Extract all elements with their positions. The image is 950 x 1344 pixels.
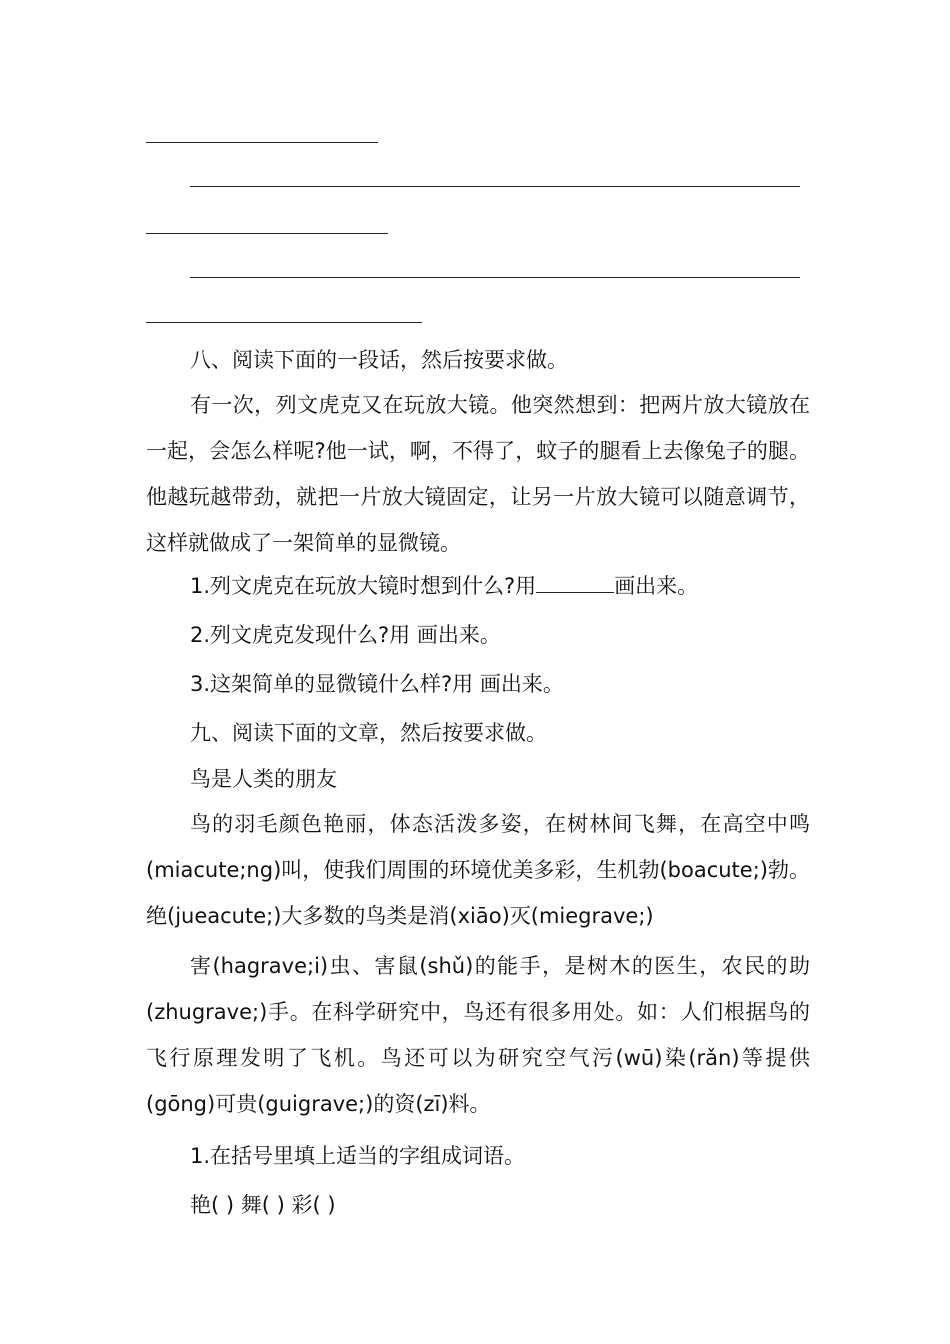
word-fill-in[interactable]: 艳( ) 舞( ) 彩( ): [190, 1193, 336, 1217]
answer-blank[interactable]: [536, 574, 614, 593]
article-title: 鸟是人类的朋友: [190, 767, 337, 791]
section-heading: 九、阅读下面的文章，然后按要求做。: [190, 721, 547, 745]
section-heading: 八、阅读下面的一段话，然后按要求做。: [190, 348, 568, 372]
answer-line[interactable]: [146, 233, 388, 234]
answer-line[interactable]: [146, 322, 422, 323]
article-paragraph: 鸟的羽毛颜色艳丽，体态活泼多姿，在树林间飞舞，在高空中鸣(miacute;ng)叫，使我们周围的环境优美多彩，生机勃(boacute;)勃。绝(jueacute;)大多数的鸟类是消(xiāo)灭(miegrave;): [146, 812, 810, 928]
article-paragraph: 害(hagrave;i)虫、害鼠(shǔ)的能手，是树木的医生，农民的助(zhugrave;)手。在科学研究中，鸟还有很多用处。如：人们根据鸟的飞行原理发明了飞机。鸟还可以为研究空气污(wū)染(rǎn)等提供(gōng)可贵(guigrave;)的资(zī)料。: [146, 954, 810, 1116]
answer-line[interactable]: [190, 186, 800, 187]
question-2: 2.列文虎克发现什么?用 画出来。: [190, 623, 501, 647]
question-1: [190, 563, 810, 609]
question-1: 1.在括号里填上适当的字组成词语。: [190, 1144, 526, 1168]
reading-passage: 有一次，列文虎克又在玩放大镜。他突然想到：把两片放大镜放在一起，会怎么样呢?他一试，啊，不得了，蚊子的腿看上去像兔子的腿。他越玩越带劲，就把一片放大镜固定，让另一片放大镜可以随意调节，这样就做成了一架简单的显微镜。: [146, 393, 810, 555]
answer-line[interactable]: [146, 142, 378, 143]
question-3: 3.这架简单的显微镜什么样?用 画出来。: [190, 672, 564, 696]
question-text: 画出来。: [614, 574, 699, 598]
answer-line[interactable]: [190, 277, 800, 278]
question-text: 1.列文虎克在玩放大镜时想到什么?用: [190, 574, 537, 598]
